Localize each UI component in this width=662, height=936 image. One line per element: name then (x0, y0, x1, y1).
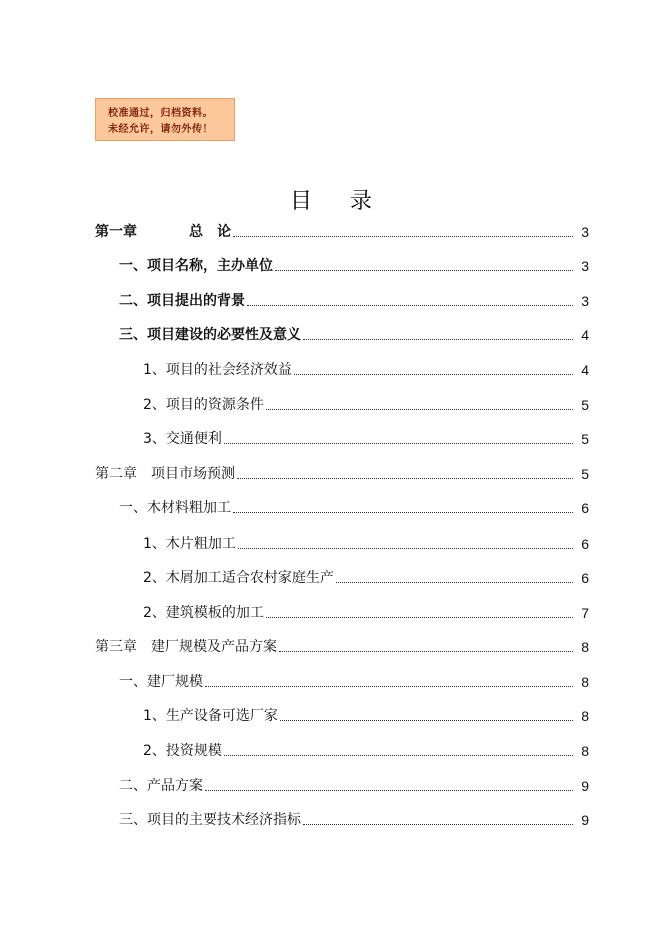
stamp-line-2: 未经允许，请勿外传！ (108, 124, 213, 135)
toc-page-number: 6 (581, 570, 589, 586)
toc-page-number: 8 (581, 674, 589, 690)
toc-leader-dots (303, 335, 573, 340)
toc-leader-dots (275, 266, 573, 271)
toc-entry-label: 2、木屑加工适合农村家庭生产 (143, 570, 334, 586)
toc-entry-label: 总 论 (189, 224, 231, 240)
toc-leader-dots (238, 544, 573, 549)
toc-entry[interactable] (119, 291, 589, 311)
toc-entry[interactable] (95, 464, 589, 484)
confidential-stamp (95, 98, 235, 141)
toc-entry-label: 二、项目提出的背景 (119, 293, 245, 309)
toc-page-number: 5 (581, 397, 589, 413)
toc-entry-label: 1、项目的社会经济效益 (143, 362, 292, 378)
toc-entry[interactable] (119, 325, 589, 345)
toc-entry[interactable] (95, 222, 589, 242)
toc-entry-label: 2、投资规模 (143, 743, 222, 759)
toc-leader-dots (336, 578, 573, 583)
stamp-line-1: 校准通过，归档资料。 (108, 108, 213, 119)
toc-entry[interactable] (119, 256, 589, 276)
toc-leader-dots (280, 716, 573, 721)
toc-leader-dots (205, 682, 573, 687)
toc-entry[interactable] (119, 672, 589, 692)
toc-chapter-number: 第一章 (95, 224, 137, 240)
toc-entry-label: 三、项目建设的必要性及意义 (119, 327, 301, 343)
toc-leader-dots (247, 301, 573, 306)
toc-entry-label: 一、建厂规模 (119, 674, 203, 690)
toc-entry-label: 一、木材料粗加工 (119, 500, 231, 516)
toc-leader-dots (303, 820, 573, 825)
toc-entry[interactable] (143, 741, 589, 761)
toc-leader-dots (279, 647, 573, 652)
toc-page-number: 6 (581, 500, 589, 516)
toc-leader-dots (224, 439, 573, 444)
toc-page-number: 8 (581, 639, 589, 655)
toc-page-number: 7 (581, 605, 589, 621)
toc-page-number: 9 (581, 812, 589, 828)
toc-entry[interactable] (119, 810, 589, 830)
toc-page-number: 3 (581, 258, 589, 274)
toc-page-number: 5 (581, 431, 589, 447)
toc-entry[interactable] (143, 534, 589, 554)
toc-entry[interactable] (119, 776, 589, 796)
toc-chapter-number: 第三章 (95, 639, 137, 655)
toc-page-number: 3 (581, 293, 589, 309)
toc-entry-label: 三、项目的主要技术经济指标 (119, 812, 301, 828)
toc-leader-dots (266, 405, 573, 410)
toc-page-number: 4 (581, 362, 589, 378)
toc-page-number: 9 (581, 778, 589, 794)
toc-entry[interactable] (143, 568, 589, 588)
toc-entry[interactable] (143, 395, 589, 415)
toc-leader-dots (233, 232, 573, 237)
toc-entry-label: 二、产品方案 (119, 778, 203, 794)
toc-entry-label: 3、交通便利 (143, 431, 222, 447)
toc-entry-label: 项目市场预测 (151, 466, 235, 482)
toc-leader-dots (224, 751, 573, 756)
toc-entry[interactable] (143, 360, 589, 380)
toc-entry-label: 建厂规模及产品方案 (151, 639, 277, 655)
toc-leader-dots (294, 370, 573, 375)
toc-page-number: 4 (581, 327, 589, 343)
toc-leader-dots (266, 613, 573, 618)
toc-page-number: 8 (581, 743, 589, 759)
toc-entry-label: 2、建筑模板的加工 (143, 605, 264, 621)
toc-entry[interactable] (95, 637, 589, 657)
toc-entry-label: 1、生产设备可选厂家 (143, 708, 278, 724)
page-title: 目录 (289, 189, 410, 214)
toc-entry-label: 2、项目的资源条件 (143, 397, 264, 413)
toc-page-number: 6 (581, 536, 589, 552)
toc-entry[interactable] (119, 498, 589, 518)
toc-leader-dots (233, 508, 573, 513)
toc-entry-label: 一、项目名称，主办单位 (119, 258, 273, 274)
toc-entry[interactable] (143, 603, 589, 623)
toc-entry-label: 1、木片粗加工 (143, 536, 236, 552)
toc-page-number: 8 (581, 708, 589, 724)
toc-chapter-number: 第二章 (95, 466, 137, 482)
toc-page-number: 5 (581, 466, 589, 482)
toc-page-number: 3 (581, 224, 589, 240)
toc-leader-dots (205, 786, 573, 791)
toc-entry[interactable] (143, 706, 589, 726)
toc-leader-dots (237, 474, 573, 479)
toc-entry[interactable] (143, 429, 589, 449)
